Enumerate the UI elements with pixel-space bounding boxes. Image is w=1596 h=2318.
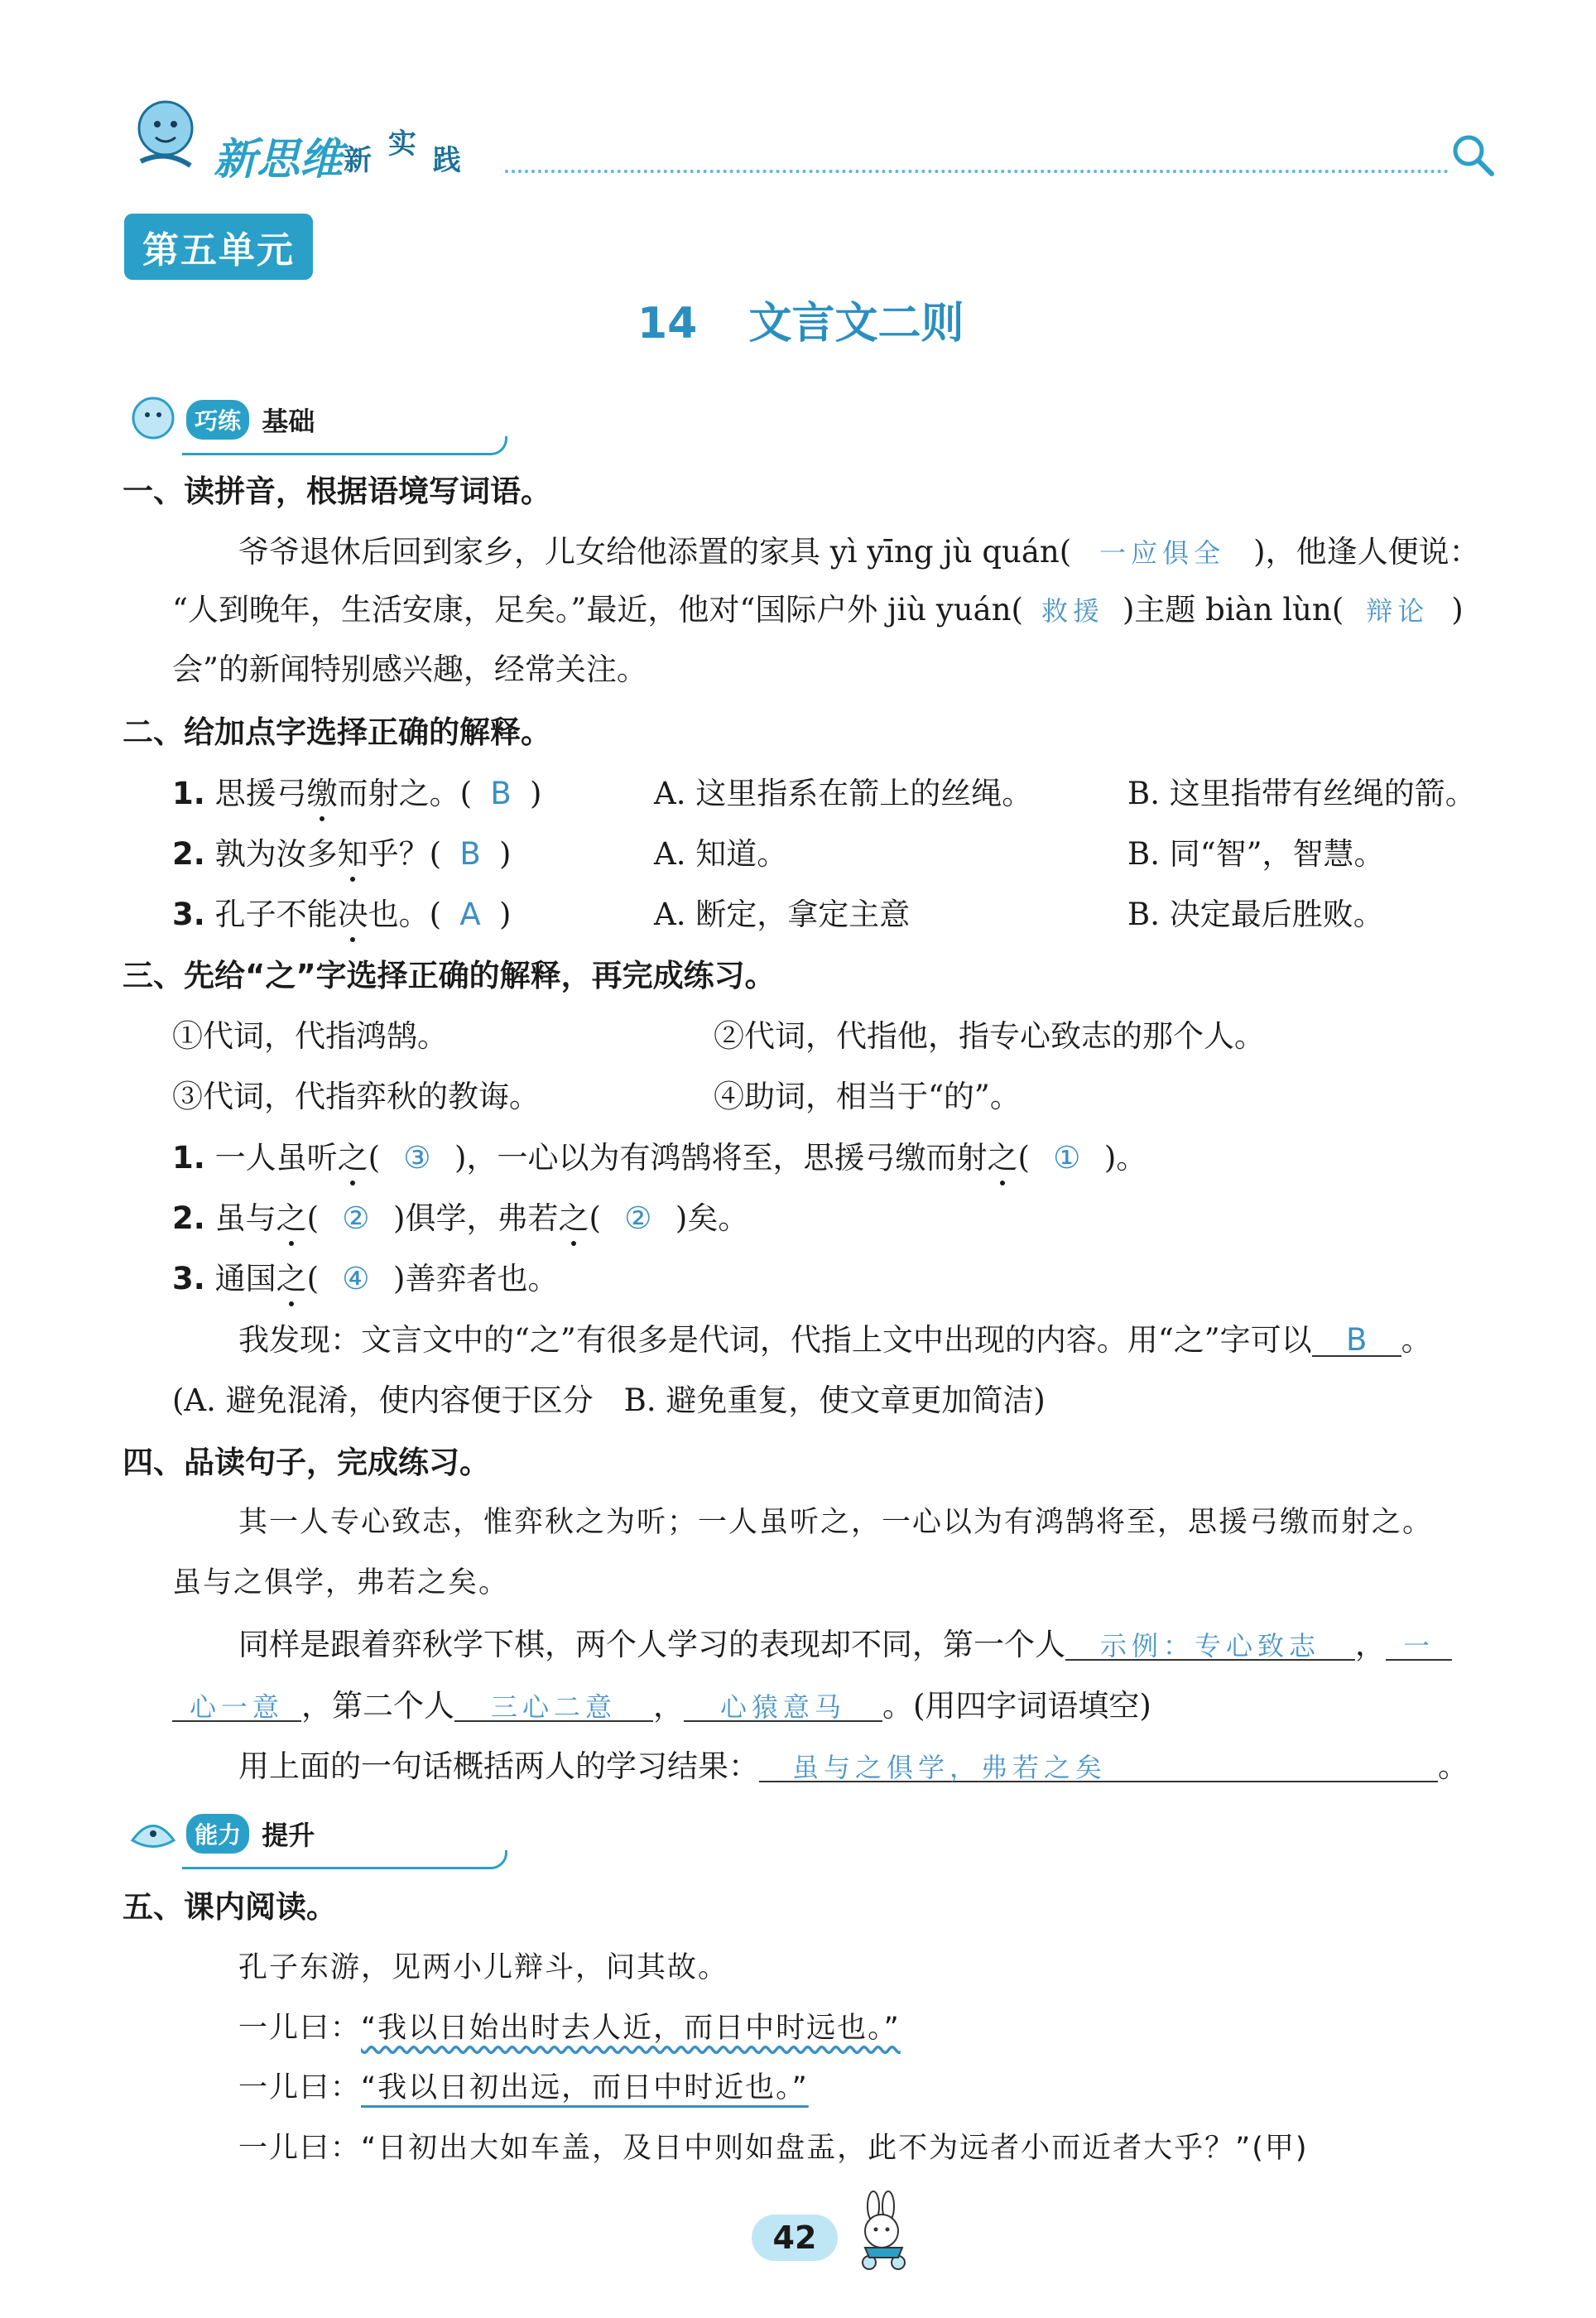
q1-line3: 会”的新闻特别感兴趣，经常关注。 <box>172 652 647 687</box>
q4-answer-4: 心猿意马 <box>684 1694 882 1722</box>
q3-s2-num: 2. <box>172 1200 205 1236</box>
q2-item-1-pre: 思援弓 <box>214 776 307 811</box>
q3-s1-answer-1: ③ <box>403 1140 431 1176</box>
section-ability-label: 提升 <box>262 1820 315 1851</box>
q2-item-1-a: A. 这里指系在箭上的丝绳。 <box>654 776 1033 811</box>
q3-s1-zhi2: 之 <box>987 1140 1018 1176</box>
q3-s1-zhi1: 之 <box>337 1140 368 1176</box>
q3-option-3: ③代词，代指弈秋的教诲。 <box>172 1079 540 1114</box>
q5-title: 五、课内阅读。 <box>123 1889 337 1925</box>
q4-t2-sep: ， <box>653 1688 684 1724</box>
q5-line-3 <box>238 2071 809 2104</box>
brand-sub-2: 实 <box>387 127 416 161</box>
q3-sentence-2 <box>172 1200 749 1236</box>
q2-item-2-post: 乎？( <box>368 836 442 872</box>
q4-t3-b: 。 <box>1438 1748 1469 1784</box>
q2-item-2-answer: B <box>459 836 481 872</box>
brand-sub-3: 践 <box>432 144 461 177</box>
q2-item-3-b: B. 决定最后胜败。 <box>1127 897 1384 932</box>
q5-line-2-b: “我以日始出时去人近，而日中时远也。” <box>361 2012 901 2045</box>
header-mascot-icon <box>116 83 215 182</box>
q5-line-1: 孔子东游，见两小儿辩斗，问其故。 <box>238 1951 729 1984</box>
q3-s3-answer: ④ <box>342 1261 370 1296</box>
q2-item-3-dot: 决 <box>337 897 368 932</box>
header-dotted-divider <box>505 170 1449 173</box>
q4-answer-2a: 一 <box>1386 1633 1452 1661</box>
lesson-title-block <box>637 288 964 350</box>
q3-s2-answer-1: ② <box>342 1200 370 1236</box>
magnifier-icon <box>1449 131 1498 180</box>
q3-s3-a: 通国 <box>214 1261 276 1296</box>
section-ability-icon <box>124 1807 182 1860</box>
q3-s1-e: )。 <box>1103 1140 1147 1176</box>
q3-s3-c: )善弈者也。 <box>393 1261 559 1296</box>
q3-discover-b: 。 <box>1401 1322 1432 1358</box>
q3-s2-zhi2: 之 <box>558 1200 589 1236</box>
q3-discover-a: 我发现：文言文中的“之”有很多是代词，代指上文中出现的内容。用“之”字可以 <box>238 1322 1312 1358</box>
q2-item-2 <box>172 836 512 872</box>
q4-task-2 <box>172 1690 1151 1722</box>
q3-choices: (A. 避免混淆，使内容便于区分 B. 避免重复，使文章更加简洁) <box>172 1383 1046 1418</box>
q3-s1-c: )，一心以为有鸿鹄将至，思援弓缴而射 <box>454 1140 988 1176</box>
q3-s3-num: 3. <box>172 1261 205 1296</box>
q2-item-1-answer: B <box>490 776 512 811</box>
q2-item-3-a: A. 断定，拿定主意 <box>654 897 911 932</box>
q3-sentence-1 <box>172 1140 1147 1176</box>
q2-item-3-num: 3. <box>172 897 205 932</box>
q1-title: 一、读拼音，根据语境写词语。 <box>123 474 551 509</box>
q2-item-2-pre: 孰为汝多 <box>214 836 338 872</box>
page-number: 42 <box>772 2219 817 2256</box>
q5-line-2 <box>238 2014 901 2043</box>
q4-task-3 <box>238 1748 1469 1784</box>
q3-s1-b: ( <box>368 1140 381 1176</box>
q3-s3-zhi: 之 <box>276 1261 307 1296</box>
q4-task-1 <box>238 1629 1452 1661</box>
q1-answer-2: 救援 <box>1041 595 1104 627</box>
brand-sub-1: 新 <box>344 144 372 177</box>
page-number-badge <box>752 2215 838 2261</box>
q2-item-3-pre: 孔子不能 <box>214 897 338 932</box>
q3-s3-b: ( <box>306 1261 320 1296</box>
q3-title: 三、先给“之”字选择正确的解释，再完成练习。 <box>123 958 776 993</box>
section-basic-label: 基础 <box>262 406 315 437</box>
q3-s2-b: ( <box>306 1200 320 1236</box>
section-ability <box>124 1807 315 1857</box>
q3-option-2: ②代词，代指他，指专心致志的那个人。 <box>714 1018 1265 1054</box>
q2-item-1-b: B. 这里指带有丝绳的箭。 <box>1127 776 1476 811</box>
q2-item-1-close: ) <box>530 776 542 811</box>
q5-line-4: 一儿曰：“日初出大如车盖，及日中则如盘盂，此不为远者小而近者大乎？”(甲) <box>238 2132 1309 2165</box>
section-basic <box>124 393 315 443</box>
q3-s1-a: 一人虽听 <box>214 1140 338 1176</box>
q1-answer-1: 一应俱全 <box>1099 537 1226 569</box>
brand-title: 新思维 <box>214 135 344 185</box>
lesson-title: 文言文二则 <box>748 299 964 349</box>
q2-item-2-a: A. 知道。 <box>654 836 788 872</box>
q3-s2-e: )矣。 <box>675 1200 749 1236</box>
q3-s2-answer-2: ② <box>624 1200 652 1236</box>
q3-discover <box>238 1322 1432 1358</box>
q4-t3-a: 用上面的一句话概括两人的学习结果： <box>238 1748 759 1784</box>
q4-passage-1: 其一人专心致志，惟弈秋之为听；一人虽听之，一心以为有鸿鹄将至，思援弓缴而射之。 <box>238 1506 1434 1539</box>
q2-item-1-post: 而射之。( <box>337 776 473 811</box>
q1-line2 <box>172 592 1464 628</box>
q4-t2-a: ，第二个人 <box>301 1688 454 1724</box>
q4-answer-5: 虽与之俱学，弗若之矣 <box>759 1754 1438 1782</box>
section-basic-icon <box>124 393 182 446</box>
q2-item-2-close: ) <box>499 836 512 872</box>
q3-s2-zhi1: 之 <box>276 1200 307 1236</box>
q3-s2-a: 虽与 <box>214 1200 276 1236</box>
q2-item-1-dot: 缴 <box>306 776 338 811</box>
q2-title: 二、给加点字选择正确的解释。 <box>123 714 551 750</box>
q5-line-3-a: 一儿曰： <box>238 2071 362 2104</box>
q4-answer-1: 示例：专心致志 <box>1065 1633 1355 1661</box>
q1-line2-b: )主题 biàn lùn( <box>1122 592 1344 628</box>
q1-line1 <box>238 534 1480 570</box>
section-ability-badge: 能力 <box>186 1814 249 1854</box>
lesson-number: 14 <box>637 299 698 349</box>
q4-title: 四、品读句子，完成练习。 <box>123 1445 490 1480</box>
q2-item-1-num: 1. <box>172 776 205 811</box>
rabbit-icon <box>840 2190 923 2272</box>
q3-option-4: ④助词，相当于“的”。 <box>714 1079 1021 1114</box>
q3-s1-answer-2: ① <box>1053 1140 1081 1176</box>
q2-item-3 <box>172 899 511 930</box>
q5-line-3-b: “我以日初出远，而日中时近也。” <box>361 2071 809 2104</box>
q2-item-2-dot: 知 <box>337 836 368 872</box>
q2-item-1 <box>172 778 541 809</box>
q4-answer-3: 三心二意 <box>454 1694 653 1722</box>
brand-sub <box>344 124 461 177</box>
unit-badge: 第五单元 <box>124 214 313 280</box>
section-ability-underline <box>182 1850 507 1869</box>
q2-item-2-num: 2. <box>172 836 205 872</box>
q3-sentence-3 <box>172 1263 558 1294</box>
q4-passage-2: 虽与之俱学，弗若之矣。 <box>172 1566 510 1599</box>
q2-item-2-b: B. 同“智”，智慧。 <box>1127 836 1385 872</box>
q3-s1-d: ( <box>1017 1140 1030 1176</box>
q4-t1-a: 同样是跟着弈秋学下棋，两个人学习的表现却不同，第一个人 <box>238 1627 1065 1662</box>
q5-line-2-a: 一儿曰： <box>238 2012 362 2045</box>
q3-s2-d: ( <box>589 1200 601 1236</box>
q1-line1-b: )，他逢人便说： <box>1253 534 1480 570</box>
q4-t2-b: 。(用四字词语填空) <box>882 1688 1151 1724</box>
section-basic-badge: 巧练 <box>186 400 249 440</box>
q1-line2-c: ) <box>1451 592 1464 628</box>
q2-item-3-answer: A <box>459 897 481 932</box>
q3-s2-c: )俱学，弗若 <box>393 1200 559 1236</box>
q2-item-3-post: 也。( <box>368 897 442 932</box>
q4-answer-2b: 心一意 <box>172 1694 301 1722</box>
q3-discover-answer: B <box>1312 1325 1401 1357</box>
q3-s1-num: 1. <box>172 1140 205 1176</box>
q1-line2-a: “人到晚年，生活安康，足矣。”最近，他对“国际户外 jiù yuán( <box>172 592 1023 628</box>
q1-line1-a: 爷爷退休后回到家乡，儿女给他添置的家具 yì yīng jù quán( <box>238 534 1072 570</box>
section-basic-underline <box>182 436 507 455</box>
q3-option-1: ①代词，代指鸿鹄。 <box>172 1018 448 1054</box>
q1-answer-3: 辩论 <box>1366 595 1430 627</box>
q4-t1-sep: ， <box>1355 1627 1386 1662</box>
q2-item-3-close: ) <box>499 897 512 932</box>
